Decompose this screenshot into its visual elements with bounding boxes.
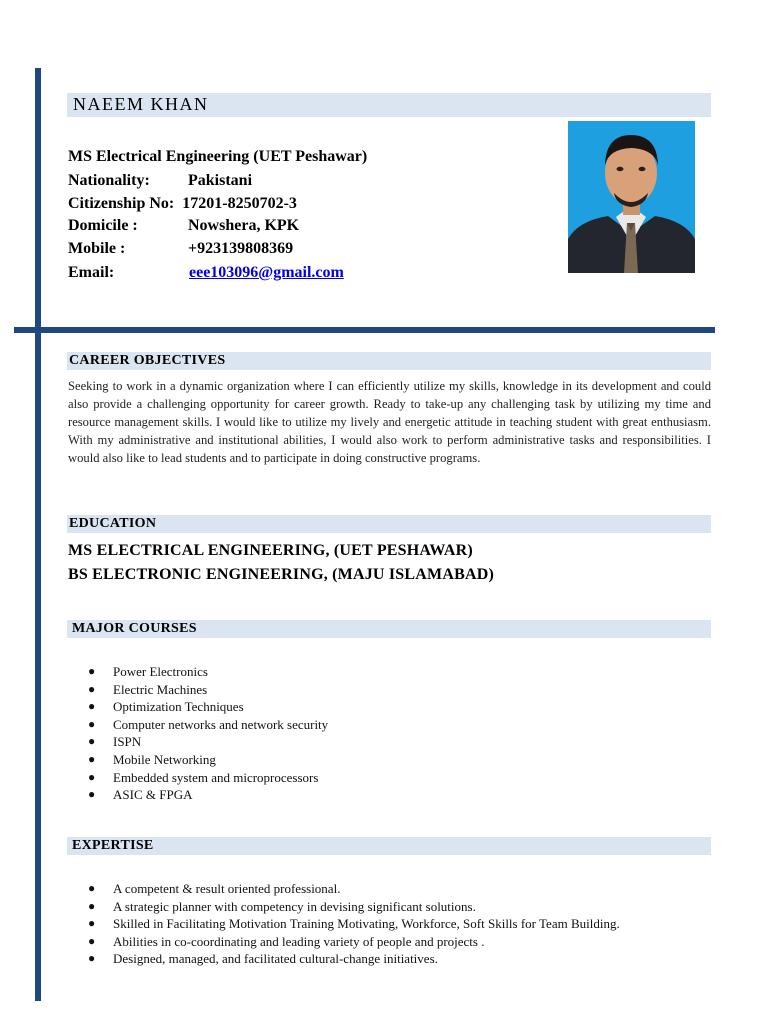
field-value: 17201-8250702-3: [182, 195, 297, 212]
email-link[interactable]: eee103096@gmail.com: [189, 264, 344, 281]
education-item: MS ELECTRICAL ENGINEERING, (UET PESHAWAR): [68, 542, 473, 559]
section-title: EXPERTISE: [72, 838, 154, 853]
bullet-icon: ●: [88, 881, 96, 895]
list-item: ● Abilities in co-coordinating and leading variety of people and projects .: [88, 933, 485, 949]
expertise-list: [0, 880, 620, 968]
field-label: Domicile :: [68, 217, 138, 234]
bullet-icon: ●: [88, 951, 96, 966]
degree-line: MS Electrical Engineering (UET Peshawar): [68, 148, 368, 165]
field-value: +923139808369: [188, 240, 294, 257]
bullet-icon: ●: [88, 664, 96, 678]
field-mobile: [68, 239, 294, 259]
field-value: Nowshera, KPK: [188, 217, 300, 234]
candidate-name: NAEEM KHAN: [73, 94, 209, 114]
list-item: ● Designed, managed, and facilitated cultural-change initiatives.: [88, 951, 438, 967]
field-label: Email:: [68, 264, 115, 281]
bullet-icon: ●: [88, 734, 96, 749]
expertise-header: [67, 837, 711, 855]
career-objectives-text: Seeking to work in a dynamic organization where I can efficiently utilize my skills, knowledge in its development and could also provide a challenging opportunity for career growth. Ready to take-up any challenging task by utilizing my time and resource management skills. I would like to utilize my lively and energetic attitude in teaching student with great enthusiasm. With my administrative and institutional abilities, I would also work to perform administrative tasks and responsibilities. I would also like to lead students and to participate in doing constructive programs.: [68, 379, 711, 465]
list-item: ● Skilled in Facilitating Motivation Training Motivating, Workforce, Soft Skills for Team Building.: [88, 916, 620, 932]
list-item: ● ASIC & FPGA: [88, 787, 193, 803]
major-courses-header: [67, 620, 711, 638]
field-label: Mobile :: [68, 240, 126, 257]
list-item: ● Computer networks and network security: [88, 716, 329, 732]
education-header: [67, 515, 711, 533]
field-citizenship: [68, 194, 297, 214]
profile-photo-illustration: [568, 121, 695, 273]
education-item: BS ELECTRONIC ENGINEERING, (MAJU ISLAMABAD): [68, 566, 494, 583]
list-item: ● ISPN: [88, 734, 142, 750]
list-item: ● Power Electronics: [88, 664, 208, 679]
section-title: MAJOR COURSES: [72, 621, 197, 636]
field-nationality: [68, 171, 253, 191]
courses-list: [0, 663, 328, 804]
bullet-icon: ●: [88, 933, 96, 948]
bullet-icon: ●: [88, 681, 96, 696]
field-email: [68, 263, 344, 283]
list-item: ● A competent & result oriented professional.: [88, 881, 341, 896]
career-objectives-header: [67, 352, 711, 370]
bullet-icon: ●: [88, 898, 96, 913]
bullet-icon: ●: [88, 769, 96, 784]
list-item: ● Embedded system and microprocessors: [88, 769, 319, 785]
list-item: ● A strategic planner with competency in devising significant solutions.: [88, 898, 476, 914]
list-item: ● Optimization Techniques: [88, 699, 244, 715]
section-title: CAREER OBJECTIVES: [69, 353, 226, 368]
bullet-icon: ●: [88, 716, 96, 731]
bullet-icon: ●: [88, 699, 96, 714]
section-title: EDUCATION: [69, 516, 157, 531]
bullet-icon: ●: [88, 787, 96, 802]
field-label: Citizenship No:: [68, 195, 175, 212]
header-divider-bar: [14, 327, 715, 333]
field-value: Pakistani: [188, 172, 253, 189]
bullet-icon: ●: [88, 751, 96, 766]
name-band: [67, 93, 711, 117]
list-item: ● Electric Machines: [88, 681, 208, 697]
profile-photo: [568, 121, 695, 273]
left-accent-bar: [35, 68, 41, 1001]
bullet-icon: ●: [88, 916, 96, 931]
field-domicile: [68, 216, 300, 236]
field-label: Nationality:: [68, 172, 150, 189]
list-item: ● Mobile Networking: [88, 751, 216, 767]
